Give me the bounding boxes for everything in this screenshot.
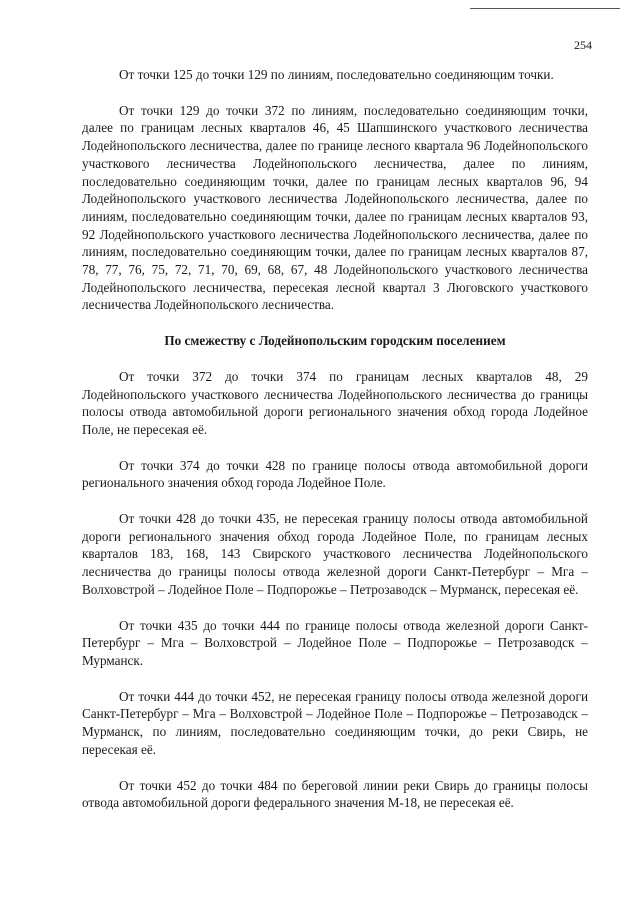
paragraph-7: От точки 444 до точки 452, не пересекая границу полосы отвода железной дороги Санкт-Петербург – Мга – Волховстрой – Лодейное Поле – Подпорожье – Петрозаводск – Мурманск, по линиям, последовательно соединяющим точки, до реки Свирь, не пересекая её.	[82, 688, 588, 757]
page-number: 254	[574, 38, 592, 52]
document-body	[82, 66, 588, 830]
paragraph-6: От точки 435 до точки 444 по границе полосы отвода железной дороги Санкт-Петербург – Мга – Волховстрой – Лодейное Поле – Подпорожье – Петрозаводск – Мурманск.	[82, 617, 588, 668]
paragraph-4: От точки 374 до точки 428 по границе полосы отвода автомобильной дороги регионального значения обход города Лодейное Поле.	[82, 457, 588, 491]
paragraph-8: От точки 452 до точки 484 по береговой линии реки Свирь до границы полосы отвода автомобильной дороги федерального значения М-18, не пересекая её.	[82, 777, 588, 811]
paragraph-2: От точки 129 до точки 372 по линиям, последовательно соединяющим точки, далее по границам лесных кварталов 46, 45 Шапшинского участкового лесничества Лодейнопольского лесничества, далее по границе лесного квартала 96 Лодейнопольского участкового лесничества Лодейнопольского лесничества, далее по линиям, последовательно соединяющим точки, далее по границам лесных кварталов 96, 94 Лодейнопольского участкового лесничества Лодейнопольского лесничества, далее по линиям, последовательно соединяющим точки, далее по границам лесных кварталов 93, 92 Лодейнопольского участкового лесничества Лодейнопольского лесничества, далее по линиям, последовательно соединяющим точки, далее по границам лесных кварталов 87, 78, 77, 76, 75, 72, 71, 70, 69, 68, 67, 48 Лодейнопольского участкового лесничества Лодейнопольского лесничества, пересекая лесной квартал 3 Люговского участкового лесничества Лодейнопольского лесничества.	[82, 102, 588, 313]
paragraph-5: От точки 428 до точки 435, не пересекая границу полосы отвода автомобильной дороги регионального значения обход города Лодейное Поле, по границам лесных кварталов 183, 168, 143 Свирского участкового лесничества Лодейнопольского лесничества до границы полосы отвода железной дороги Санкт-Петербург – Мга – Волховстрой – Лодейное Поле – Подпорожье – Петрозаводск – Мурманск, пересекая её.	[82, 511, 588, 597]
section-heading: По смежеству с Лодейнопольским городским поселением	[164, 333, 506, 349]
scan-artifact-line	[470, 8, 620, 9]
paragraph-3: От точки 372 до точки 374 по границам лесных кварталов 48, 29 Лодейнопольского участкового лесничества Лодейнопольского лесничества до границы полосы отвода автомобильной дороги регионального значения обход города Лодейное Поле, не пересекая её.	[82, 368, 588, 437]
paragraph-1: От точки 125 до точки 129 по линиям, последовательно соединяющим точки.	[119, 67, 554, 82]
